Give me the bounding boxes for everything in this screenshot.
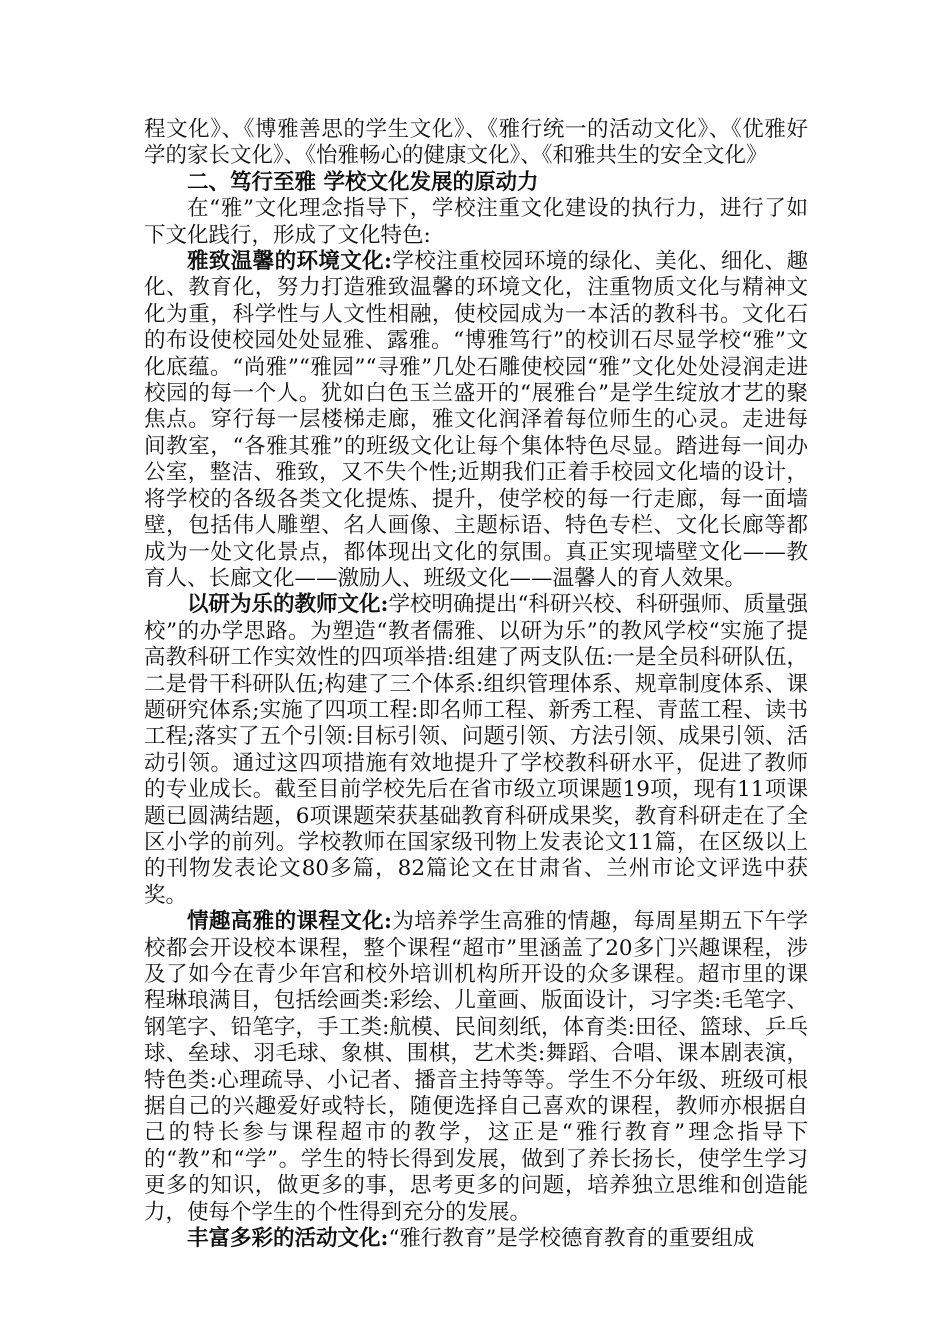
document-page	[144, 117, 808, 1252]
paragraph-body: 学校明确提出“科研兴校、科研强师、质量强校”的办学思路。为塑造“教者儒雅、以研为乐”的教风学校“实施了提高教科研工作实效性的四项举措:组建了两支队伍:一是全员科研队伍，二是骨干科研队伍;构建了三个体系:组织管理体系、规章制度体系、课题研究体系;实施了四项工程:即名师工程、新秀工程、青蓝工程、读书工程;落实了五个引领:目标引领、问题引领、方法引领、成果引领、活动引领。通过这四项措施有效地提升了学校教科研水平，促进了教师的专业成长。截至目前学校先后在省市级立项课题19项，现有11项课题已圆满结题，6项课题荣获基础教育科研成果奖，教育科研走在了全区小学的前列。学校教师在国家级刊物上发表论文11篇，在区级以上的刊物发表论文80多篇，82篇论文在甘肃省、兰州市论文评选中获奖。	[144, 592, 809, 908]
paragraph-lead: 情趣高雅的课程文化:	[187, 909, 392, 935]
paragraph-body: 为培养学生高雅的情趣，每周星期五下午学校都会开设校本课程，整个课程“超市”里涵盖了20多门兴趣课程，涉及了如今在青少年宫和校外培训机构所开设的众多课程。超市里的课程琳琅满目，包括绘画类:彩绘、儿童画、版面设计，习字类:毛笔字、钢笔字、铅笔字，手工类:航模、民间刻纸，体育类:田径、篮球、乒乓球、垒球、羽毛球、象棋、围棋，艺术类:舞蹈、合唱、课本剧表演，特色类:心理疏导、小记者、播音主持等等。学生不分年级、班级可根据自己的兴趣爱好或特长，随便选择自己喜欢的课程，教师亦根据自己的特长参与课程超市的教学，这正是“雅行教育”理念指导下的“教”和“学”。学生的特长得到发展，做到了养长扬长，使学生学习更多的知识，做更多的事，思考更多的问题，培养独立思维和创造能力，使每个学生的个性得到充分的发展。	[144, 909, 808, 1225]
paragraph-lead: 以研为乐的教师文化:	[187, 592, 389, 618]
section-intro: 在“雅”文化理念指导下，学校注重文化建设的执行力，进行了如下文化践行，形成了文化特色:	[144, 196, 808, 248]
paragraph-curriculum-culture	[144, 909, 808, 1226]
paragraph-activity-culture	[144, 1226, 808, 1252]
intro-continuation: 程文化》、《博雅善思的学生文化》、《雅行统一的活动文化》、《优雅好学的家长文化》、《怡雅畅心的健康文化》、《和雅共生的安全文化》	[144, 117, 808, 169]
paragraph-lead: 丰富多彩的活动文化:	[187, 1226, 389, 1252]
section-heading: 二、笃行至雅 学校文化发展的原动力	[187, 169, 539, 195]
paragraph-body: “雅行教育”是学校德育教育的重要组成	[388, 1226, 755, 1252]
paragraph-body: 学校注重校园环境的绿化、美化、细化、趣化、教育化，努力打造雅致温馨的环境文化，注重物质文化与精神文化为重，科学性与人文性相融，使校园成为一本活的教科书。文化石的布设使校园处处显雅、露雅。“博雅笃行”的校训石尽显学校“雅”文化底蕴。“尚雅”“雅园”“寻雅”几处石雕使校园“雅”文化处处浸润走进校园的每一个人。犹如白色玉兰盛开的“展雅台”是学生绽放才艺的聚焦点。穿行每一层楼梯走廊，雅文化润泽着每位师生的心灵。走进每间教室，“各雅其雅”的班级文化让每个集体特色尽显。踏进每一间办公室，整洁、雅致，又不失个性;近期我们正着手校园文化墙的设计，将学校的各级各类文化提炼、提升，使学校的每一行走廊，每一面墙壁，包括伟人雕塑、名人画像、主题标语、特色专栏、文化长廊等都成为一处文化景点，都体现出文化的氛围。真正实现墙壁文化——教育人、长廊文化——激励人、班级文化——温馨人的育人效果。	[144, 249, 808, 591]
paragraph-teacher-culture	[144, 592, 808, 909]
paragraph-lead: 雅致温馨的环境文化:	[187, 249, 392, 275]
paragraph-environment-culture	[144, 249, 808, 592]
